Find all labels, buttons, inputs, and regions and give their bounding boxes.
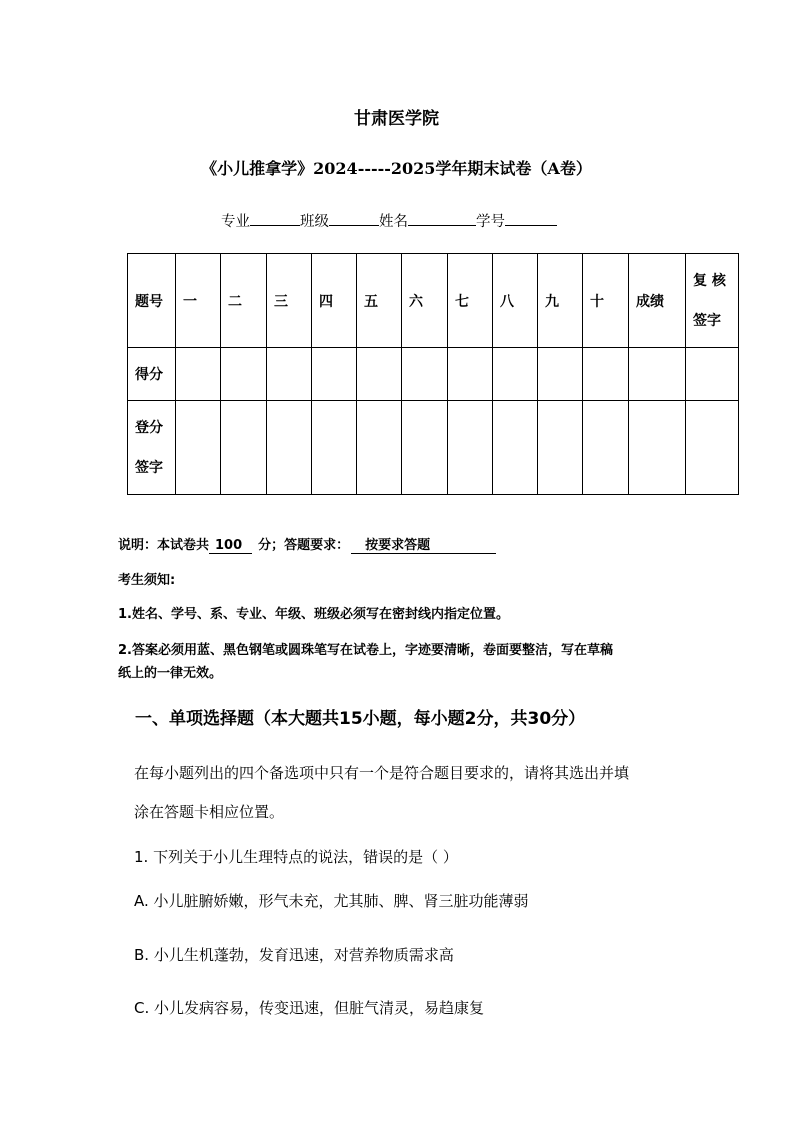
score-cell[interactable] — [312, 348, 357, 401]
score-cell[interactable] — [176, 348, 221, 401]
column-header: 五 — [357, 254, 402, 348]
signature-cell[interactable] — [583, 401, 629, 495]
column-header: 成绩 — [629, 254, 686, 348]
column-header: 八 — [493, 254, 538, 348]
signature-cell[interactable] — [176, 401, 221, 495]
signature-cell[interactable] — [221, 401, 267, 495]
score-cell[interactable] — [357, 348, 402, 401]
signature-cell[interactable] — [448, 401, 493, 495]
column-header: 九 — [538, 254, 583, 348]
total-score: 100 — [209, 538, 252, 554]
signature-cell[interactable] — [357, 401, 402, 495]
id-label: 学号 — [476, 214, 505, 230]
register-signature-row — [128, 401, 739, 495]
option-b: B. 小儿生机蓬勃，发育迅速，对营养物质需求高 — [134, 946, 454, 964]
question-1: 1. 下列关于小儿生理特点的说法，错误的是（ ） — [134, 848, 458, 866]
option-a: A. 小儿脏腑娇嫩，形气未充，尤其肺、脾、肾三脏功能薄弱 — [134, 892, 529, 910]
major-label: 专业 — [221, 214, 250, 230]
signature-cell[interactable] — [267, 401, 312, 495]
signature-cell[interactable] — [629, 401, 686, 495]
section-instruction-line2: 涂在答题卡相应位置。 — [134, 803, 285, 821]
score-cell[interactable] — [221, 348, 267, 401]
description-mid: 分；答题要求： — [258, 538, 350, 553]
signature-cell[interactable] — [538, 401, 583, 495]
id-blank[interactable] — [505, 211, 557, 226]
notice-rule-2-line1: 2.答案必须用蓝、黑色钢笔或圆珠笔写在试卷上，字迹要清晰，卷面要整洁，写在草稿 — [118, 643, 613, 658]
column-header: 六 — [402, 254, 448, 348]
score-table — [127, 253, 739, 495]
column-header: 四 — [312, 254, 357, 348]
notice-rule-1: 1.姓名、学号、系、专业、年级、班级必须写在密封线内指定位置。 — [118, 607, 509, 622]
question-number-row — [128, 254, 739, 348]
score-cell[interactable] — [267, 348, 312, 401]
name-label: 姓名 — [379, 214, 408, 230]
score-cell[interactable] — [538, 348, 583, 401]
option-c: C. 小儿发病容易，传变迅速，但脏气清灵，易趋康复 — [134, 999, 485, 1017]
review-label-line1: 复 核 — [693, 272, 726, 289]
column-header: 十 — [583, 254, 629, 348]
review-signature-header — [686, 254, 739, 348]
column-header: 七 — [448, 254, 493, 348]
notice-title: 考生须知: — [118, 573, 176, 588]
description-prefix: 说明：本试卷共 — [118, 538, 210, 553]
score-cell[interactable] — [583, 348, 629, 401]
score-cell[interactable] — [448, 348, 493, 401]
row-label-register — [128, 401, 176, 495]
answer-requirement: 按要求答题 — [351, 534, 496, 554]
score-cell[interactable] — [629, 348, 686, 401]
column-header: 三 — [267, 254, 312, 348]
name-blank[interactable] — [408, 211, 476, 226]
section-instruction-line1: 在每小题列出的四个备选项中只有一个是符合题目要求的，请将其选出并填 — [134, 764, 630, 782]
row-label-question: 题号 — [128, 254, 176, 348]
row-label-score: 得分 — [128, 348, 176, 401]
column-header: 一 — [176, 254, 221, 348]
review-label-line2: 签字 — [693, 312, 721, 329]
register-label-line2: 签字 — [135, 459, 163, 476]
exam-description — [118, 534, 496, 554]
class-blank[interactable] — [329, 211, 379, 226]
score-cell[interactable] — [493, 348, 538, 401]
exam-title: 《小儿推拿学》2024-----2025学年期末试卷（A卷） — [201, 159, 592, 178]
signature-cell[interactable] — [686, 401, 739, 495]
register-label-line1: 登分 — [135, 419, 163, 436]
signature-cell[interactable] — [312, 401, 357, 495]
column-header: 二 — [221, 254, 267, 348]
score-cell[interactable] — [686, 348, 739, 401]
class-label: 班级 — [300, 214, 329, 230]
signature-cell[interactable] — [493, 401, 538, 495]
notice-rule-2-line2: 纸上的一律无效。 — [118, 666, 223, 681]
major-blank[interactable] — [250, 211, 300, 226]
score-cell[interactable] — [402, 348, 448, 401]
score-row — [128, 348, 739, 401]
school-name: 甘肃医学院 — [354, 109, 439, 129]
signature-cell[interactable] — [402, 401, 448, 495]
section-heading: 一、单项选择题（本大题共15小题，每小题2分，共30分） — [135, 709, 586, 729]
student-info-line — [221, 210, 557, 231]
